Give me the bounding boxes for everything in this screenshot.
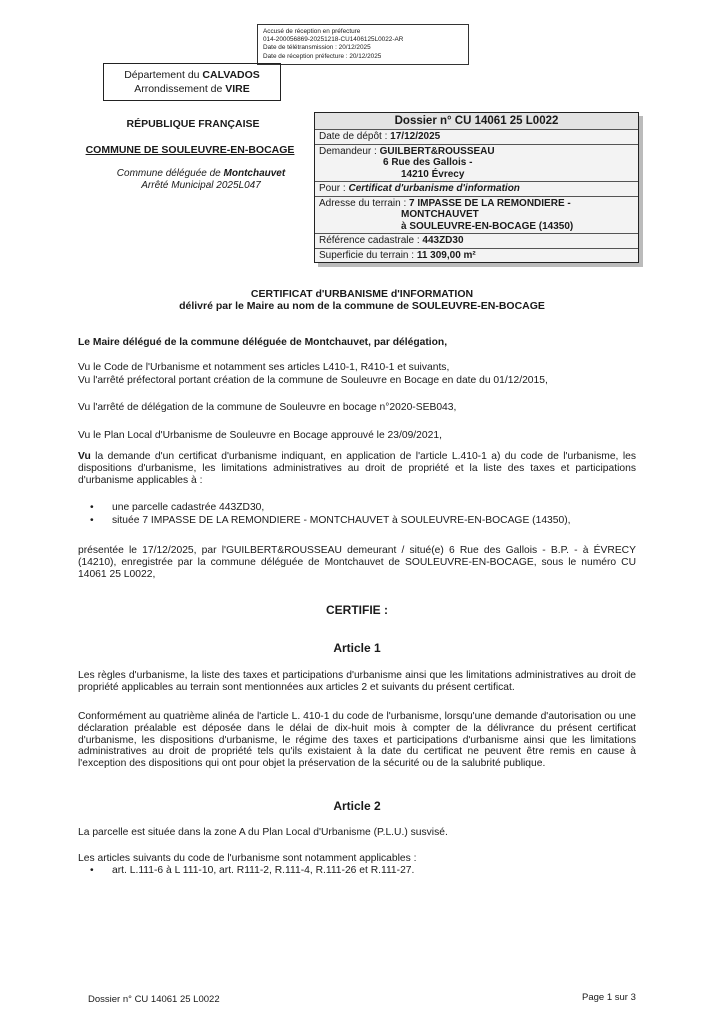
- demandeur-city: 14210 Évrecy: [401, 168, 465, 180]
- article-2-paragraph: La parcelle est située dans la zone A du Plan Local d'Urbanisme (P.L.U.) susvisé.: [78, 827, 448, 838]
- mayor-statement: Le Maire délégué de la commune déléguée de Montchauvet, par délégation,: [78, 337, 448, 348]
- bullet-list: [78, 502, 636, 527]
- vu-arrete-prefectoral: Vu l'arrêté préfectoral portant création de la commune de Souleuvre en Bocage en date du 01/12/2015,: [78, 375, 548, 386]
- certificate-title-line: CERTIFICAT d'URBANISME d'INFORMATION: [250, 288, 474, 300]
- article-2-title: Article 2: [333, 799, 381, 813]
- article-1-paragraph: Conformément au quatrième alinéa de l'article L. 410-1 du code de l'urbanisme, lorsqu'une demande d'autorisation ou une déclaration préalable est déposée dans le délai de dix-huit mois à compter de la délivrance du présent certificat d'urbanisme, les dispositions d'urbanisme, le régime des taxes et participations d'urbanisme ainsi que les limitations administratives au droit de propriété tels qu'ils existaient à la date du certificat ne peuvent être remis en cause à l'exception des dispositions qui ont pour objet la préservation de la sécurité ou de la salubrité publique.: [78, 711, 636, 770]
- vu-delegation: Vu l'arrêté de délégation de la commune de Souleuvre en bocage n°2020-SEB043,: [78, 402, 457, 413]
- footer-page-number: Page 1 sur 3: [582, 992, 636, 1003]
- delegated-commune-block: [114, 168, 288, 192]
- superficie-value: 11 309,00 m²: [416, 249, 476, 261]
- reference-label: Référence cadastrale :: [319, 235, 423, 246]
- arrondissement-prefix: Arrondissement de: [134, 83, 226, 95]
- arrete-number: Arrêté Municipal 2025L047: [141, 180, 261, 191]
- demandeur-row: [315, 145, 638, 183]
- pour-value: Certificat d'urbanisme d'information: [348, 183, 520, 194]
- reference-value: 443ZD30: [422, 235, 464, 246]
- arrondissement-name: VIRE: [225, 83, 250, 95]
- superficie-row: [315, 249, 638, 263]
- delegated-commune-line: [114, 168, 288, 180]
- republic-heading: RÉPUBLIQUE FRANÇAISE: [126, 118, 260, 130]
- list-item: • une parcelle cadastrée 443ZD30,: [78, 502, 636, 514]
- demandeur-label: Demandeur :: [319, 145, 380, 157]
- commune-heading: COMMUNE DE SOULEUVRE-EN-BOCAGE: [85, 144, 295, 156]
- stamp-line: 014-200056869-20251218-CU1406125L0022-AR: [263, 36, 404, 44]
- department-box: [103, 63, 281, 101]
- department-name: CALVADOS: [202, 69, 260, 81]
- adresse-row: [315, 197, 638, 235]
- vu-prefix: Vu: [78, 451, 91, 462]
- vu-demande-text: la demande d'un certificat d'urbanisme indiquant, en application de l'article L.410-1 a) du code de l'urbanisme, les dispositions d'urbanisme, les limitations administratives au droit de propriété et la liste des taxes et participations d'urbanisme applicables à :: [78, 451, 636, 486]
- article-2-list: [78, 865, 636, 877]
- demandeur-street: 6 Rue des Gallois -: [383, 157, 473, 168]
- presentee-paragraph: présentée le 17/12/2025, par l'GUILBERT&ROUSSEAU demeurant / situé(e) 6 Rue des Gallois - B.P. - à ÉVRECY (14210), enregistrée par la commune déléguée de Montchauvet de SOULEUVRE-EN-BOCAGE, sous le numéro CU 14061 25 L0022,: [78, 545, 636, 580]
- depot-label: Date de dépôt :: [319, 131, 391, 142]
- adresse-label: Adresse du terrain :: [319, 197, 410, 209]
- certificate-title: [60, 288, 664, 312]
- stamp-line: Accusé de réception en préfecture: [263, 28, 361, 35]
- adresse-line: 7 IMPASSE DE LA REMONDIERE -: [409, 197, 571, 209]
- list-item: • située 7 IMPASSE DE LA REMONDIERE - MONTCHAUVET à SOULEUVRE-EN-BOCAGE (14350),: [78, 515, 636, 527]
- dossier-title: Dossier n° CU 14061 25 L0022: [315, 113, 638, 130]
- vu-demande: [78, 451, 636, 486]
- pour-label: Pour :: [319, 183, 349, 194]
- department-line: [104, 68, 280, 82]
- pour-row: [315, 182, 638, 197]
- department-prefix: Département du: [124, 69, 203, 81]
- certificate-title-line: délivré par le Maire au nom de la commune de SOULEUVRE-EN-BOCAGE: [179, 300, 545, 312]
- article-1-title: Article 1: [333, 641, 381, 655]
- list-item: • art. L.111-6 à L 111-10, art. R111-2, R.111-4, R.111-26 et R.111-27.: [78, 865, 636, 877]
- vu-code: Vu le Code de l'Urbanisme et notamment ses articles L410-1, R410-1 et suivants,: [78, 362, 450, 373]
- depot-row: [315, 130, 638, 145]
- stamp-line: Date de télétransmission : 20/12/2025: [263, 44, 371, 52]
- vu-plu: Vu le Plan Local d'Urbanisme de Souleuvre en Bocage approuvé le 23/09/2021,: [78, 430, 442, 441]
- adresse-line: à SOULEUVRE-EN-BOCAGE (14350): [401, 220, 574, 232]
- depot-value: 17/12/2025: [390, 131, 441, 142]
- stamp-line: Date de réception préfecture : 20/12/2025: [263, 52, 382, 60]
- demandeur-name: GUILBERT&ROUSSEAU: [379, 145, 495, 157]
- delegated-prefix: Commune déléguée de: [116, 168, 224, 179]
- reception-stamp: [257, 24, 469, 65]
- arrondissement-line: [104, 82, 280, 96]
- article-2-paragraph: Les articles suivants du code de l'urbanisme sont notamment applicables :: [78, 853, 417, 864]
- reference-row: [315, 234, 638, 249]
- superficie-label: Superficie du terrain :: [319, 249, 417, 261]
- adresse-line: MONTCHAUVET: [401, 209, 479, 220]
- delegated-name: Montchauvet: [223, 168, 286, 179]
- article-1-paragraph: Les règles d'urbanisme, la liste des taxes et participations d'urbanisme ainsi que les limitations administratives au droit de propriété applicables au terrain sont mentionnées aux articles 2 et suivants du présent certificat.: [78, 670, 636, 693]
- dossier-summary-box: [314, 112, 639, 263]
- footer-dossier-number: Dossier n° CU 14061 25 L0022: [88, 994, 220, 1005]
- certifie-heading: CERTIFIE :: [326, 603, 388, 617]
